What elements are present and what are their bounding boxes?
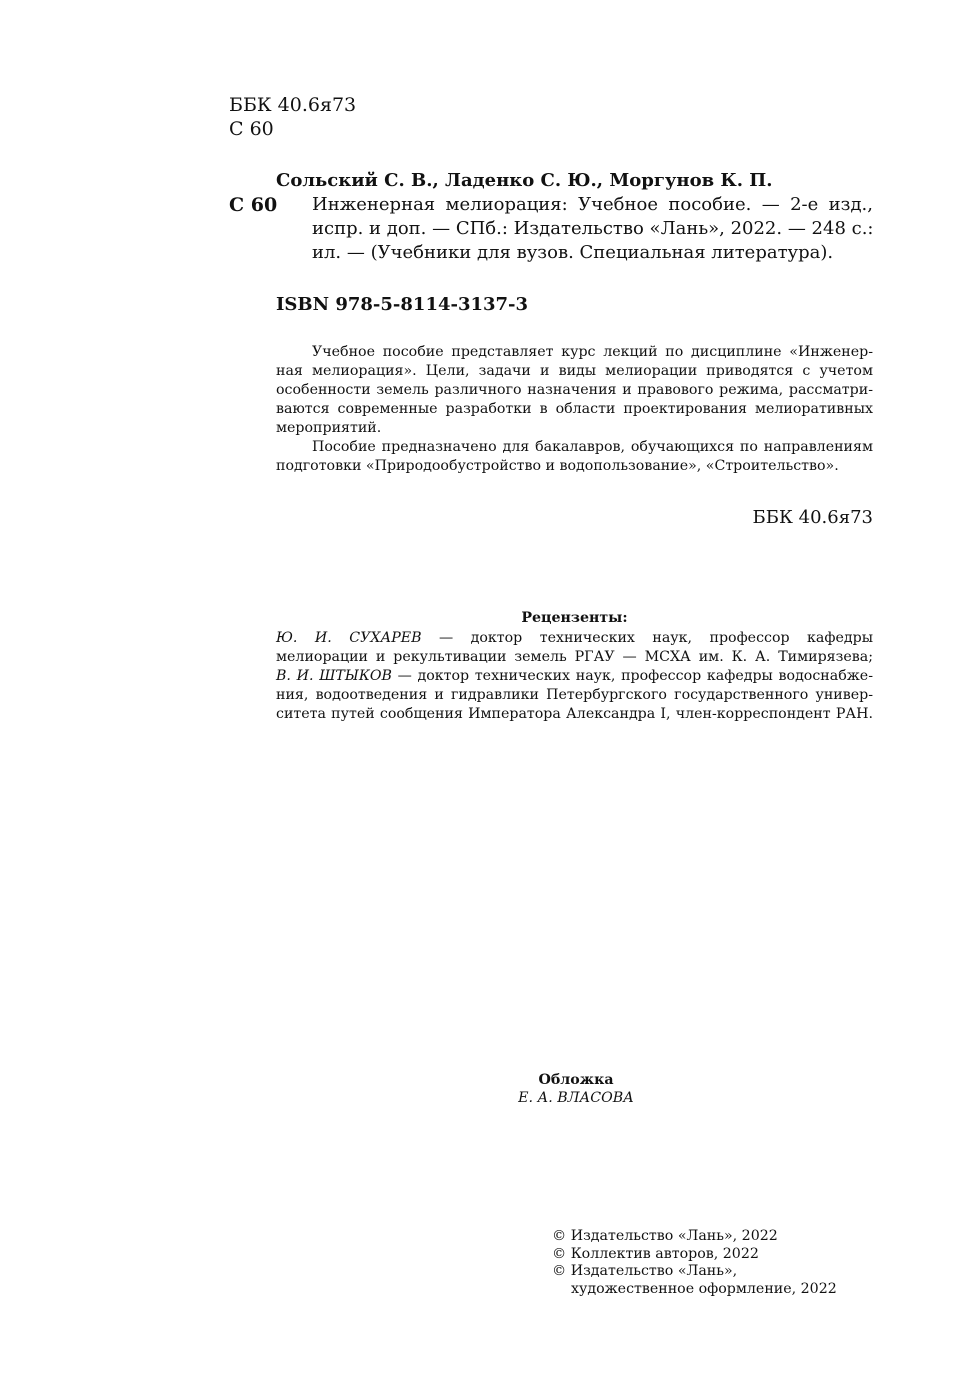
cover-designer: Е. А. ВЛАСОВА xyxy=(518,1090,634,1106)
annotation-line: Учебное пособие представляет курс лекций по дисциплине «Инженер- xyxy=(312,344,873,360)
bbk-index-right: ББК 40.6я73 xyxy=(752,507,873,528)
copyright-line: © Издательство «Лань», xyxy=(552,1263,738,1279)
annotation-line: Пособие предназначено для бакалавров, обучающихся по направлениям xyxy=(312,439,873,455)
entry-line: Инженерная мелиорация: Учебное пособие. — 2-е изд., xyxy=(312,194,873,215)
reviewer-name: В. И. ШТЫКОВ xyxy=(276,668,392,684)
bibliographic-entry xyxy=(312,193,873,265)
reviewer-credentials: — доктор технических наук, профессор кафедры xyxy=(421,630,873,646)
authors-heading: Сольский С. В., Ладенко С. Ю., Моргунов К. П. xyxy=(276,170,773,191)
reviewer-line: ситета путей сообщения Императора Александра I, член-корреспондент РАН. xyxy=(276,706,873,722)
annotation xyxy=(276,343,873,476)
entry-line: ил. — (Учебники для вузов. Специальная литература). xyxy=(312,242,834,263)
reviewer-line xyxy=(276,667,873,686)
entry-line: испр. и доп. — СПб.: Издательство «Лань», 2022. — 248 с.: xyxy=(312,218,874,239)
reviewer-credentials: — доктор технических наук, профессор кафедры водоснабже- xyxy=(391,668,873,684)
author-mark: С 60 xyxy=(229,118,274,140)
annotation-line: ваются современные разработки в области проектирования мелиоративных xyxy=(276,401,873,417)
annotation-line: подготовки «Природообустройство и водопользование», «Строительство». xyxy=(276,458,839,474)
cover-credit-title: Обложка xyxy=(538,1072,614,1088)
bbk-block xyxy=(229,93,356,141)
reviewers-title: Рецензенты: xyxy=(521,610,628,626)
reviewer-line: ния, водоотведения и гидравлики Петербургского государственного универ- xyxy=(276,687,873,703)
reviewer-line: мелиорации и рекультивации земель РГАУ — МСХА им. К. А. Тимирязева; xyxy=(276,649,873,665)
copyright-line: © Издательство «Лань», 2022 xyxy=(552,1228,778,1244)
bbk-index: ББК 40.6я73 xyxy=(229,94,357,116)
annotation-line: ная мелиорация». Цели, задачи и виды мелиорации приводятся с учетом xyxy=(276,363,873,379)
call-mark: С 60 xyxy=(229,194,278,216)
annotation-line: особенности земель различного назначения и правового режима, рассматри- xyxy=(276,382,873,398)
annotation-line: мероприятий. xyxy=(276,420,382,436)
copyright-line: © Коллектив авторов, 2022 xyxy=(552,1245,759,1262)
reviewers-list xyxy=(276,629,873,724)
isbn: ISBN 978-5-8114-3137-3 xyxy=(276,294,529,315)
reviewer-line xyxy=(276,629,873,648)
copyright-line: художественное оформление, 2022 xyxy=(571,1280,837,1297)
copyright-block xyxy=(552,1228,837,1298)
reviewer-name: Ю. И. СУХАРЕВ xyxy=(276,630,422,646)
